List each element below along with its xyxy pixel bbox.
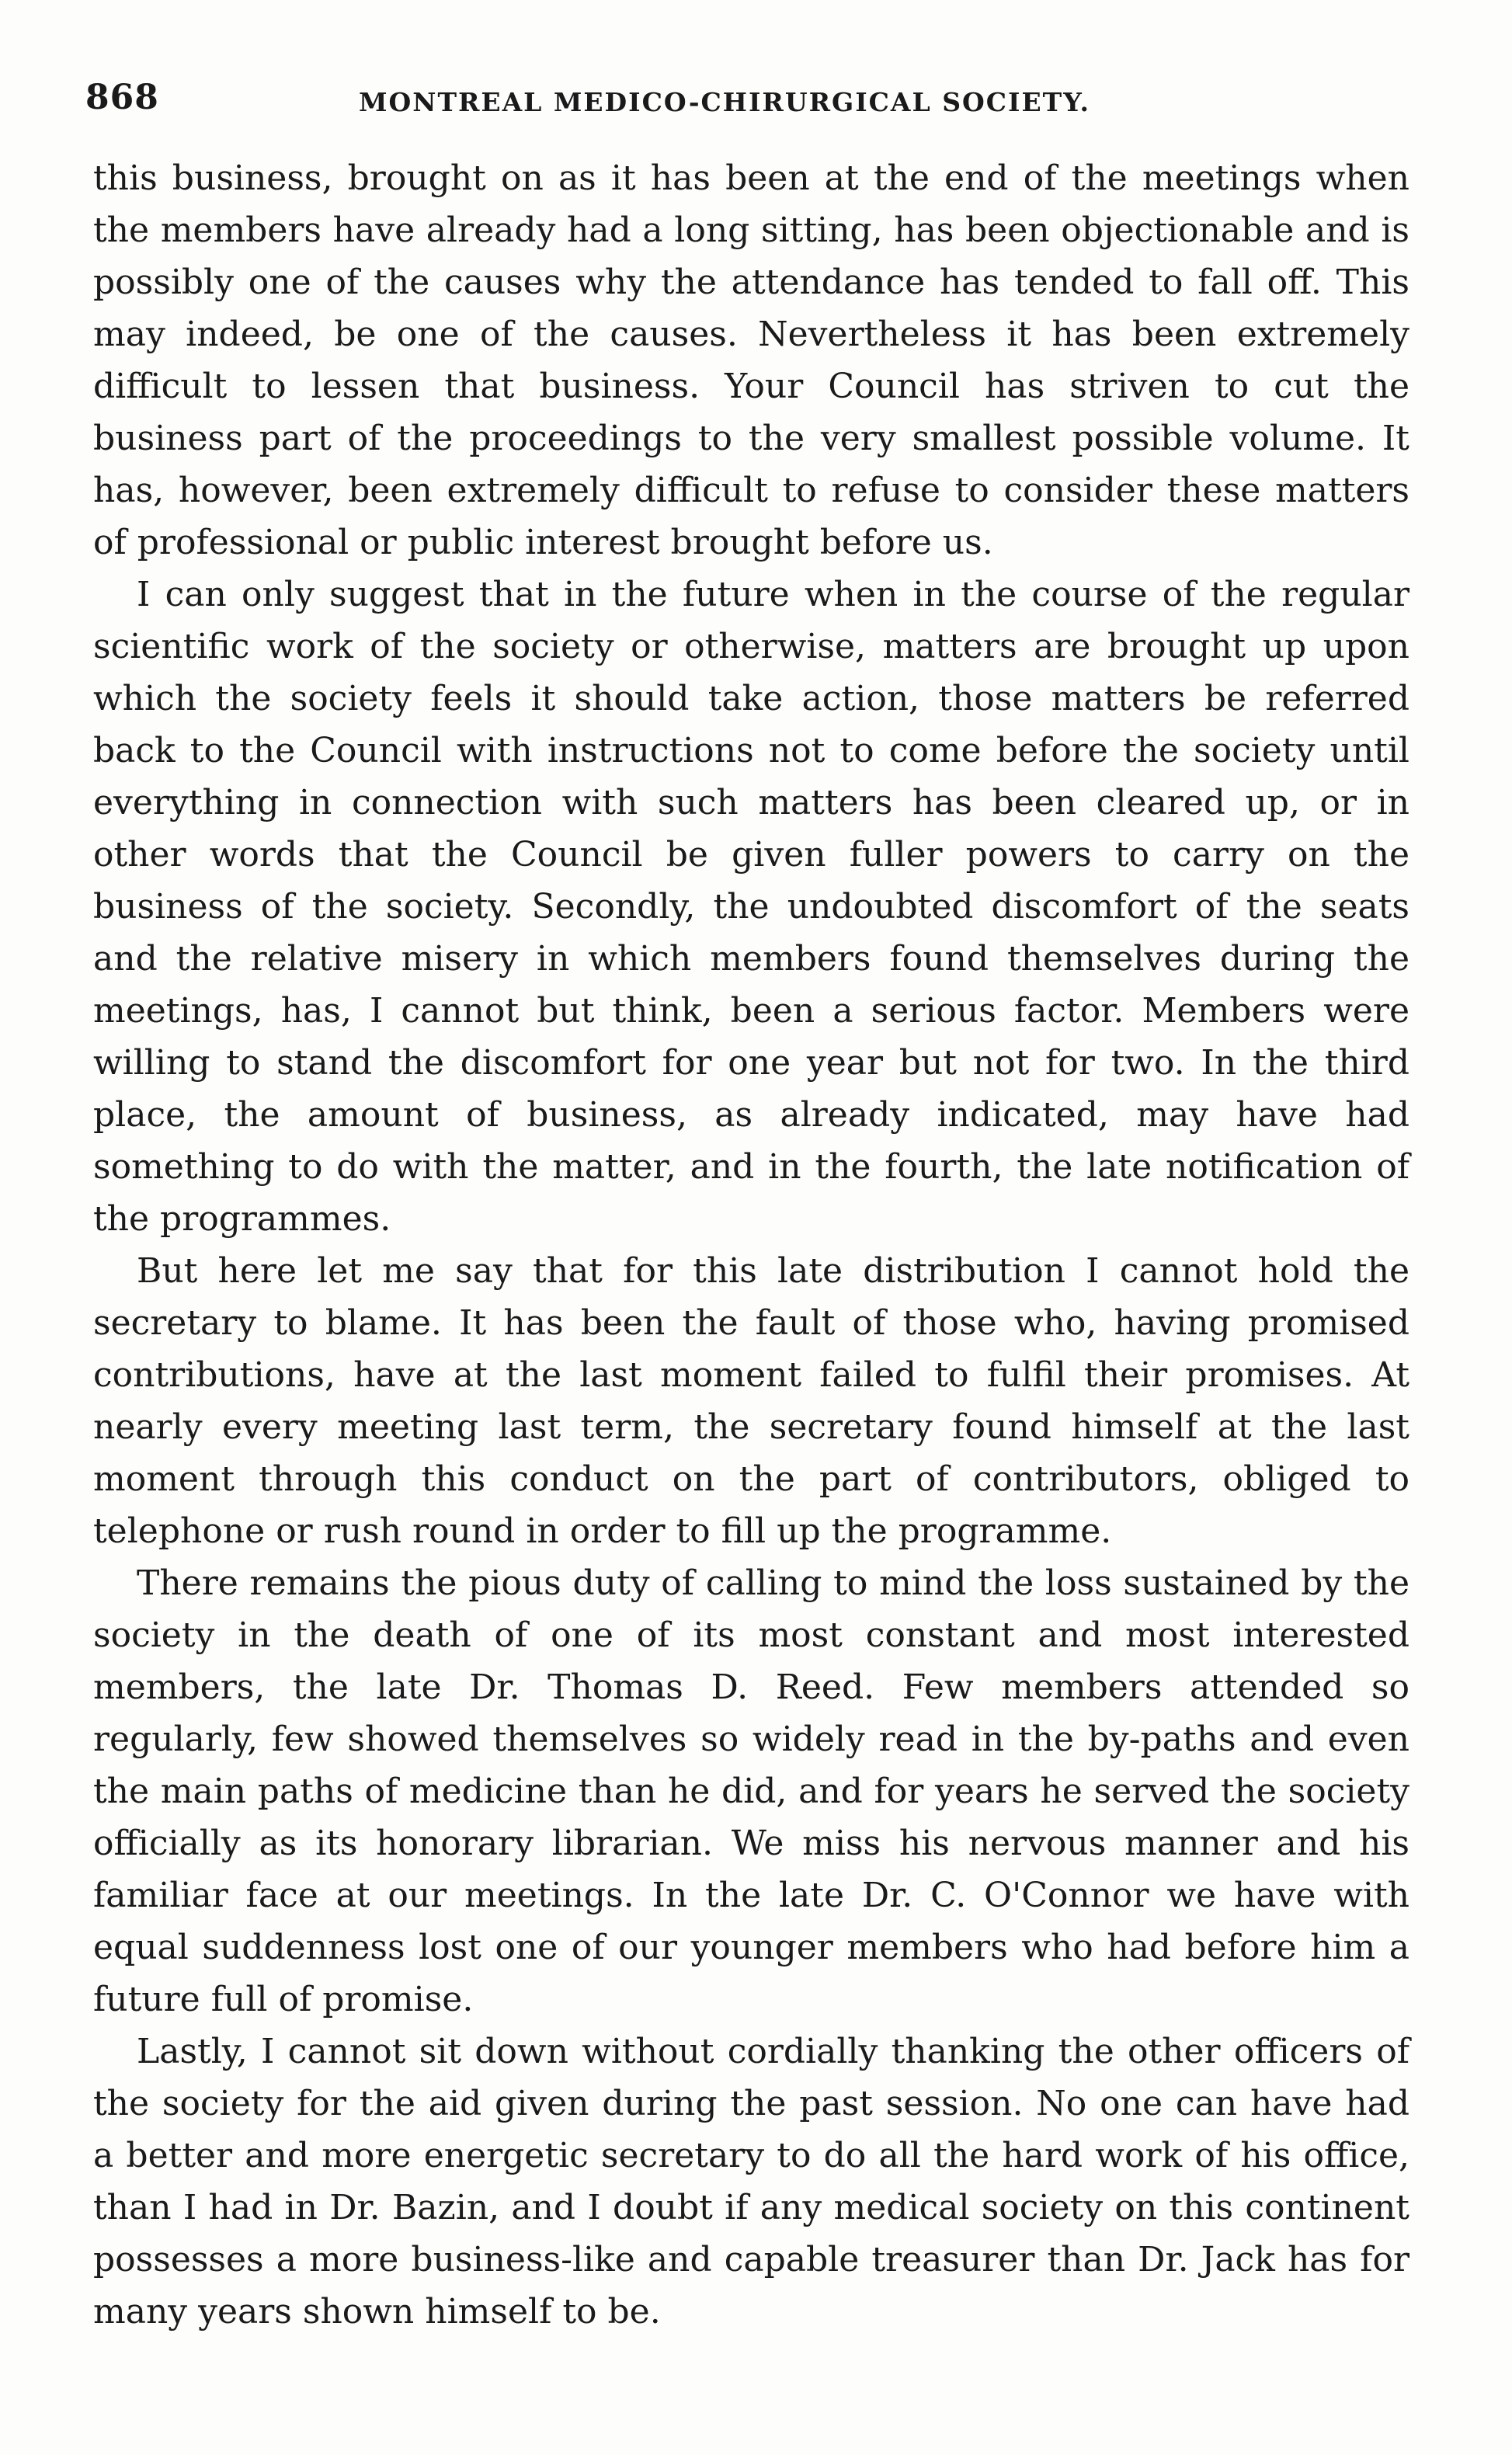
paragraph-secretary: But here let me say that for this late distribution I cannot hold the secretary to blame. It has been the fault of those who, having promised contributions, have at the last moment failed to fulfil their promises. At nearly every meeting last term, the secretary found himself at the last moment through this conduct on the part of contributors, obliged to telephone or rush round in order to fill up the programme. (93, 1251, 1409, 1551)
paragraph-suggestions: I can only suggest that in the future when in the course of the regular scientific work of the society or otherwise, matters are brought up upon which the society feels it should take action, those matters be referred back to the Council with instructions not to come before the society until everything in connection with such matters has been cleared up, or in other words that the Council be given fuller powers to carry on the business of the society. Secondly, the undoubted discomfort of the seats and the relative misery in which members found themselves during the meetings, has, I cannot but think, been a serious factor. Members were willing to stand the discomfort for one year but not for two. In the third place, the amount of business, as already indicated, may have had something to do with the matter, and in the fourth, the late notification of the programmes. (93, 575, 1409, 1239)
body-text (93, 152, 1409, 2338)
paragraph-obituary: There remains the pious duty of calling to mind the loss sustained by the society in the death of one of its most constant and most interested members, the late Dr. Thomas D. Reed. Few members attended so regularly, few showed themselves so widely read in the by-paths and even the main paths of medicine than he did, and for years he served the society officially as its honorary librarian. We miss his nervous manner and his familiar face at our meetings. In the late Dr. C. O'Connor we have with equal suddenness lost one of our younger members who had before him a future full of promise. (93, 1563, 1409, 2019)
page-number: 868 (85, 78, 159, 117)
running-title: MONTREAL MEDICO-CHIRURGICAL SOCIETY. (359, 87, 1090, 117)
paragraph-thanks: Lastly, I cannot sit down without cordially thanking the other officers of the society for the aid given during the past session. No one can have had a better and more energetic secretary to do all the hard work of his office, than I had in Dr. Bazin, and I doubt if any medical society on this continent possesses a more business-like and capable treasurer than Dr. Jack has for many years shown himself to be. (93, 2032, 1409, 2332)
paragraph-continuation: this business, brought on as it has been at the end of the meetings when the members have already had a long sitting, has been objectionable and is possibly one of the causes why the attendance has tended to fall off. This may indeed, be one of the causes. Nevertheless it has been extremely difficult to lessen that business. Your Council has striven to cut the business part of the proceedings to the very smallest possible volume. It has, however, been extremely difficult to refuse to consider these matters of professional or public interest brought before us. (93, 158, 1409, 562)
